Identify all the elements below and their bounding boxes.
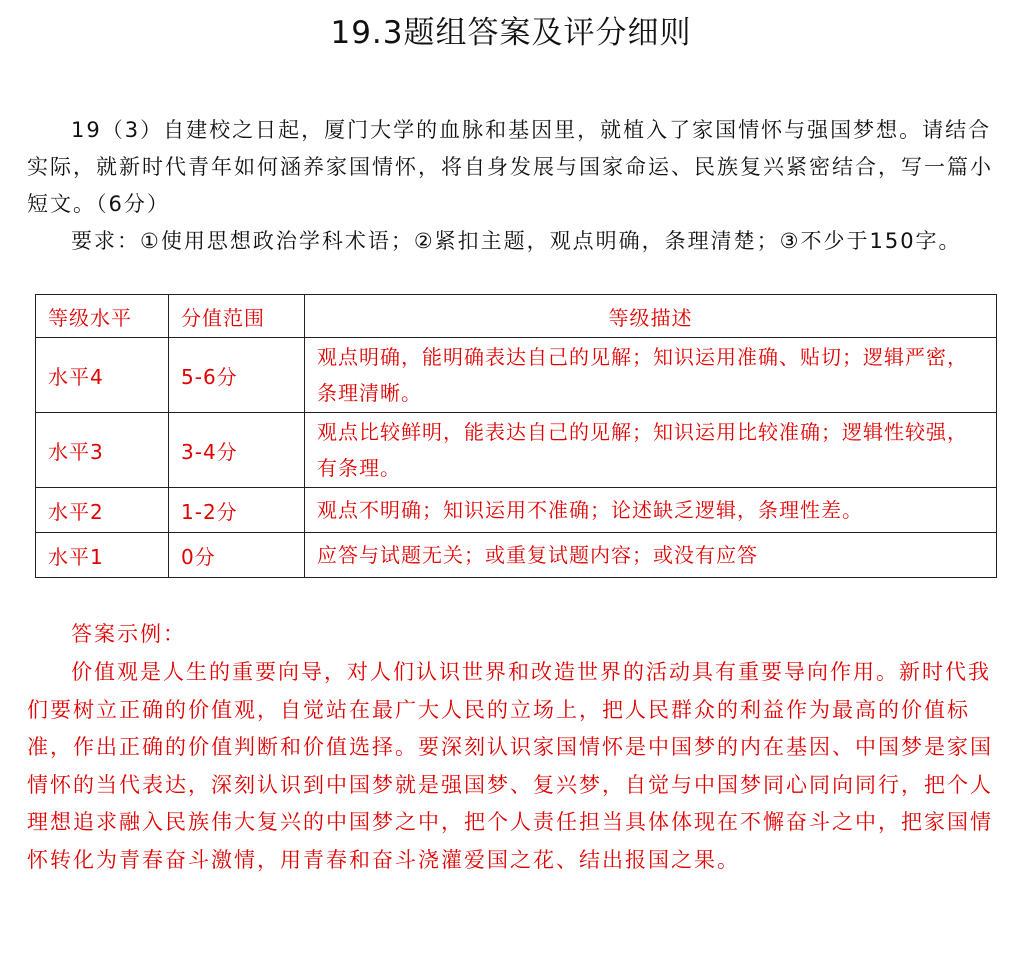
- rubric-row: [36, 338, 997, 413]
- answer-label: 答案示例：: [71, 622, 186, 646]
- rubric-row: [36, 413, 997, 488]
- level-cell: 水平3: [36, 413, 169, 488]
- description-cell: 观点明确，能明确表达自己的见解；知识运用准确、贴切；逻辑严密，条理清晰。: [305, 338, 997, 413]
- rubric-header-row: [36, 295, 997, 338]
- page-title: 19.3题组答案及评分细则: [330, 15, 692, 51]
- level-cell: 水平2: [36, 488, 169, 533]
- score-cell: 1-2分: [169, 488, 305, 533]
- rubric-row: [36, 533, 997, 578]
- description-cell: 应答与试题无关；或重复试题内容；或没有应答: [305, 533, 997, 578]
- question-prompt: 19（3）自建校之日起，厦门大学的血脉和基因里，就植入了家国情怀与强国梦想。请结合实际，就新时代青年如何涵养家国情怀，将自身发展与国家命运、民族复兴紧密结合，写一篇小短文。（6分）: [27, 118, 993, 216]
- header-level: 等级水平: [36, 295, 169, 338]
- rubric-table: [35, 294, 997, 578]
- level-cell: 水平1: [36, 533, 169, 578]
- score-cell: 3-4分: [169, 413, 305, 488]
- rubric-row: [36, 488, 997, 533]
- score-cell: 5-6分: [169, 338, 305, 413]
- header-description: 等级描述: [305, 295, 997, 338]
- question-requirement: 要求：①使用思想政治学科术语；②紧扣主题，观点明确，条理清楚；③不少于150字。: [71, 229, 962, 253]
- score-cell: 0分: [169, 533, 305, 578]
- question-section: [27, 112, 1002, 260]
- answer-section: [27, 614, 1002, 879]
- description-cell: 观点不明确；知识运用不准确；论述缺乏逻辑，条理性差。: [305, 488, 997, 533]
- level-cell: 水平4: [36, 338, 169, 413]
- description-cell: 观点比较鲜明，能表达自己的见解；知识运用比较准确；逻辑性较强，有条理。: [305, 413, 997, 488]
- header-score: 分值范围: [169, 295, 305, 338]
- answer-text: 价值观是人生的重要向导，对人们认识世界和改造世界的活动具有重要导向作用。新时代我们要树立正确的价值观，自觉站在最广大人民的立场上，把人民群众的利益作为最高的价值标准，作出正确的价值判断和价值选择。要深刻认识家国情怀是中国梦的内在基因、中国梦是家国情怀的当代表达，深刻认识到中国梦就是强国梦、复兴梦，自觉与中国梦同心同向同行，把个人理想追求融入民族伟大复兴的中国梦之中，把个人责任担当具体体现在不懈奋斗之中，把家国情怀转化为青春奋斗激情，用青春和奋斗浇灌爱国之花、结出报国之果。: [27, 660, 993, 872]
